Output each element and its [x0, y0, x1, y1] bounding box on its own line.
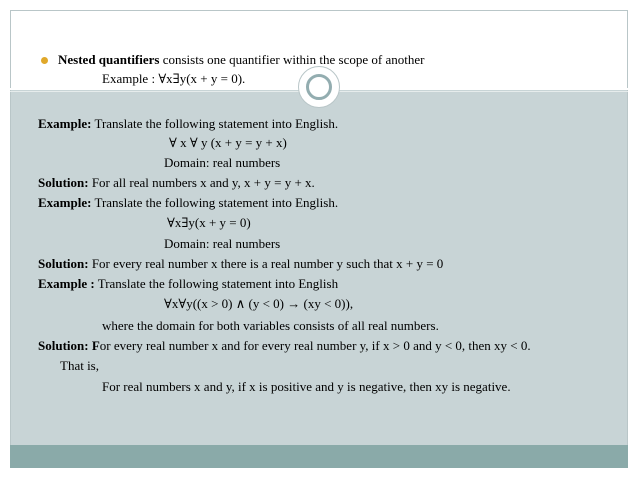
formula-1: ∀ x ∀ y (x + y = y + x): [169, 135, 287, 150]
intro-bold: Nested quantifiers: [58, 52, 160, 67]
solution-1-label: Solution:: [38, 175, 89, 190]
formula-2: ∀x∃y(x + y = 0): [167, 215, 251, 230]
solution-3-text: or every real number x and for every real number y, if x > 0 and y < 0, then xy < 0.: [99, 338, 531, 353]
example-2-text: Translate the following statement into English.: [91, 195, 339, 210]
solution-2-label: Solution:: [38, 256, 89, 271]
solution-3-label: Solution: F: [38, 338, 100, 353]
intro-line: [58, 52, 424, 68]
bullet-icon: [41, 57, 48, 64]
example-3-label: Example :: [38, 276, 95, 291]
solution-1: [38, 175, 315, 191]
example-3: [38, 276, 338, 292]
example-1: [38, 116, 338, 132]
bottom-band: [10, 445, 628, 468]
example-2: [38, 195, 338, 211]
domain-3: where the domain for both variables consists of all real numbers.: [102, 318, 439, 333]
example-3-text: Translate the following statement into English: [94, 276, 339, 291]
domain-1: Domain: real numbers: [164, 155, 281, 170]
example-1-label: Example:: [38, 116, 92, 131]
solution-3: [38, 338, 531, 354]
solution-1-text: For all real numbers x and y, x + y = y + x.: [88, 175, 315, 190]
formula-3: ∀x∀y((x > 0) ∧ (y < 0) → (xy < 0)),: [164, 296, 354, 311]
conclusion: For real numbers x and y, if x is positive and y is negative, then xy is negative.: [102, 379, 511, 394]
solution-2: [38, 256, 443, 272]
intro-text: consists one quantifier within the scope of another: [159, 52, 425, 67]
intro-example: Example : ∀x∃y(x + y = 0).: [102, 71, 246, 86]
example-2-label: Example:: [38, 195, 92, 210]
example-1-text: Translate the following statement into English.: [91, 116, 339, 131]
solution-2-text: For every real number x there is a real number y such that x + y = 0: [88, 256, 444, 271]
domain-2: Domain: real numbers: [164, 236, 281, 251]
that-is: That is,: [60, 358, 99, 373]
decorative-ring-icon: [306, 74, 332, 100]
